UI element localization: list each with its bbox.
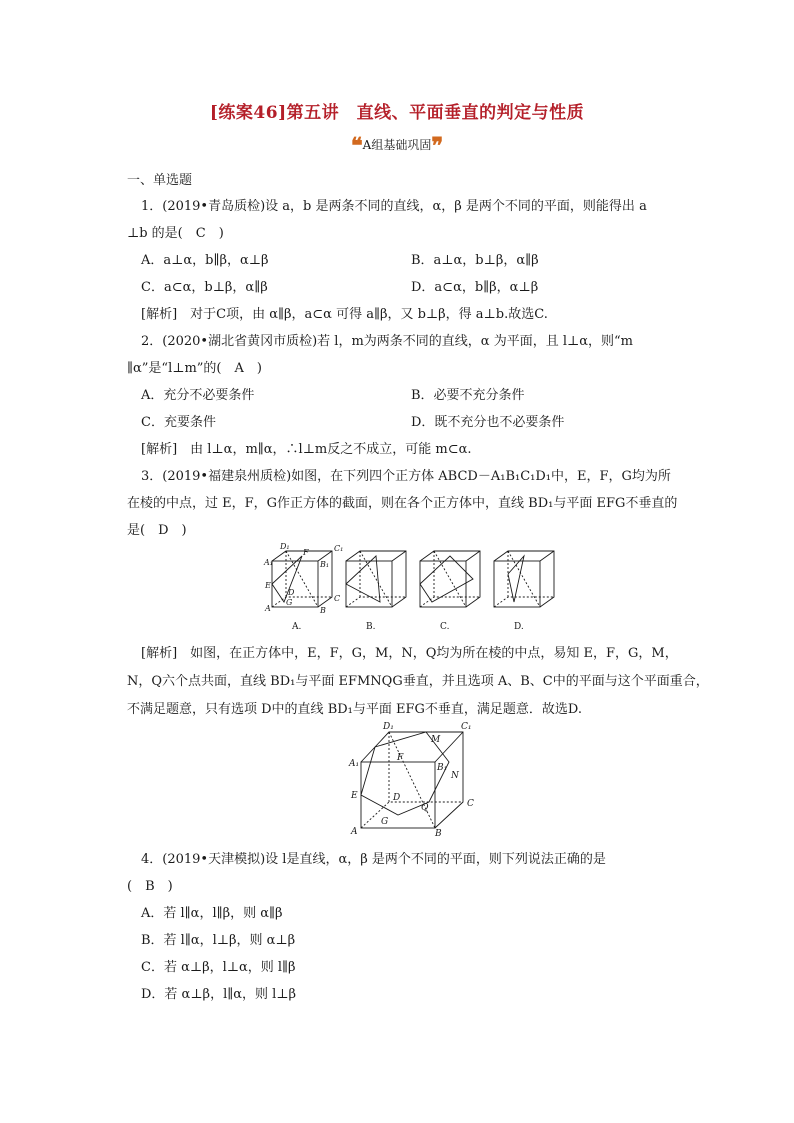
q3-stem-cont2: 是( D ) bbox=[127, 523, 187, 538]
q2-option-d: D．既不充分也不必要条件 bbox=[411, 415, 565, 430]
q3-analysis-cont2: 不满足题意，只有选项 D中的直线 BD₁与平面 EFG不垂直，满足题意．故选D. bbox=[127, 702, 582, 717]
q1-stem: 1．(2019•青岛质检)设 a，b 是两条不同的直线，α，β 是两个不同的平面，则能得出 a bbox=[141, 199, 647, 214]
big-label-f: F bbox=[397, 753, 404, 763]
big-label-q: Q bbox=[421, 803, 429, 813]
big-label-a1: A₁ bbox=[349, 759, 360, 769]
label-a1: A₁ bbox=[264, 558, 273, 567]
q1-option-a: A．a⊥α，b∥β，α⊥β bbox=[141, 253, 269, 268]
q2-option-b: B．必要不充分条件 bbox=[411, 388, 525, 403]
q4-stem: 4．(2019•天津模拟)设 l是直线，α，β 是两个不同的平面，则下列说法正确的是 bbox=[141, 852, 606, 867]
q1-option-c: C．a⊂α，b⊥β，α∥β bbox=[141, 280, 268, 295]
caption-c: C. bbox=[440, 622, 450, 632]
label-d: D bbox=[288, 588, 295, 597]
caption-d: D. bbox=[514, 622, 524, 632]
cube-figures bbox=[262, 543, 562, 633]
analysis-cube-figure bbox=[345, 718, 475, 836]
cube-figures-svg bbox=[262, 543, 562, 633]
big-label-b: B bbox=[435, 829, 442, 836]
big-label-d: D bbox=[393, 793, 401, 803]
q4-option-d: D．若 α⊥β，l∥α，则 l⊥β bbox=[141, 987, 297, 1002]
q2-option-a: A．充分不必要条件 bbox=[141, 388, 255, 403]
analysis-cube-svg bbox=[345, 718, 475, 836]
q1-stem-cont: ⊥b 的是( C ) bbox=[127, 226, 224, 241]
q4-option-a: A．若 l∥α，l∥β，则 α∥β bbox=[141, 906, 283, 921]
page-title: [练案46]第五讲 直线、平面垂直的判定与性质 bbox=[209, 103, 585, 123]
q2-stem: 2．(2020•湖北省黄冈市质检)若 l，m为两条不同的直线，α 为平面，且 l⊥α，则“m bbox=[141, 334, 633, 349]
label-f: F bbox=[303, 548, 309, 557]
q1-analysis: [解析] 对于C项，由 α∥β，a⊂α 可得 a∥β，又 b⊥β，得 a⊥b.故选C. bbox=[141, 307, 548, 322]
label-b: B bbox=[320, 606, 326, 615]
cube-figure-d bbox=[494, 551, 554, 607]
open-quote-icon: ❝ bbox=[350, 133, 363, 159]
q3-stem-cont: 在棱的中点，过 E，F，G作正方体的截面，则在各个正方体中，直线 BD₁与平面 EFG不垂直的 bbox=[127, 496, 678, 511]
big-label-m: M bbox=[431, 735, 441, 745]
group-heading: ❝A组基础巩固❞ bbox=[350, 133, 444, 159]
label-c1: C₁ bbox=[334, 544, 344, 553]
cube-figure-c bbox=[420, 551, 480, 607]
q3-stem: 3．(2019•福建泉州质检)如图，在下列四个正方体 ABCD－A₁B₁C₁D₁中，E，F，G均为所 bbox=[141, 469, 671, 484]
q3-analysis-cont: N，Q六个点共面，直线 BD₁与平面 EFMNQG垂直，并且选项 A、B、C中的平面与这个平面重合， bbox=[127, 674, 709, 689]
label-d1: D₁ bbox=[280, 543, 290, 551]
big-label-d1: D₁ bbox=[383, 722, 394, 732]
label-b1: B₁ bbox=[320, 560, 330, 569]
q4-stem-cont: ( B ) bbox=[127, 879, 173, 894]
label-c: C bbox=[334, 594, 341, 603]
q2-analysis: [解析] 由 l⊥α，m∥α，∴l⊥m反之不成立，可能 m⊂α. bbox=[141, 442, 472, 457]
big-label-n: N bbox=[451, 771, 459, 781]
caption-a: A. bbox=[292, 622, 302, 632]
cube-figure-b bbox=[346, 551, 406, 607]
caption-b: B. bbox=[366, 622, 376, 632]
section-heading: 一、单选题 bbox=[127, 173, 193, 188]
q2-option-c: C．充要条件 bbox=[141, 415, 216, 430]
q3-analysis: [解析] 如图，在正方体中，E，F，G，M，N，Q均为所在棱的中点，易知 E，F，G，M， bbox=[141, 646, 678, 661]
label-e: E bbox=[265, 581, 271, 590]
big-label-a: A bbox=[351, 827, 358, 836]
big-label-e: E bbox=[351, 791, 358, 801]
big-label-c1: C₁ bbox=[461, 722, 472, 732]
big-label-c: C bbox=[467, 799, 474, 809]
q2-stem-cont: ∥α”是“l⊥m”的( A ) bbox=[127, 361, 262, 376]
big-label-g: G bbox=[381, 817, 389, 827]
label-g: G bbox=[286, 598, 293, 607]
close-quote-icon: ❞ bbox=[431, 133, 444, 159]
q4-option-b: B．若 l∥α，l⊥β，则 α⊥β bbox=[141, 933, 296, 948]
q1-option-b: B．a⊥α，b⊥β，α∥β bbox=[411, 253, 539, 268]
q1-option-d: D．a⊂α，b∥β，α⊥β bbox=[411, 280, 539, 295]
big-label-b1: B₁ bbox=[437, 763, 448, 773]
q4-option-c: C．若 α⊥β，l⊥α，则 l∥β bbox=[141, 960, 296, 975]
label-a: A bbox=[265, 604, 271, 613]
